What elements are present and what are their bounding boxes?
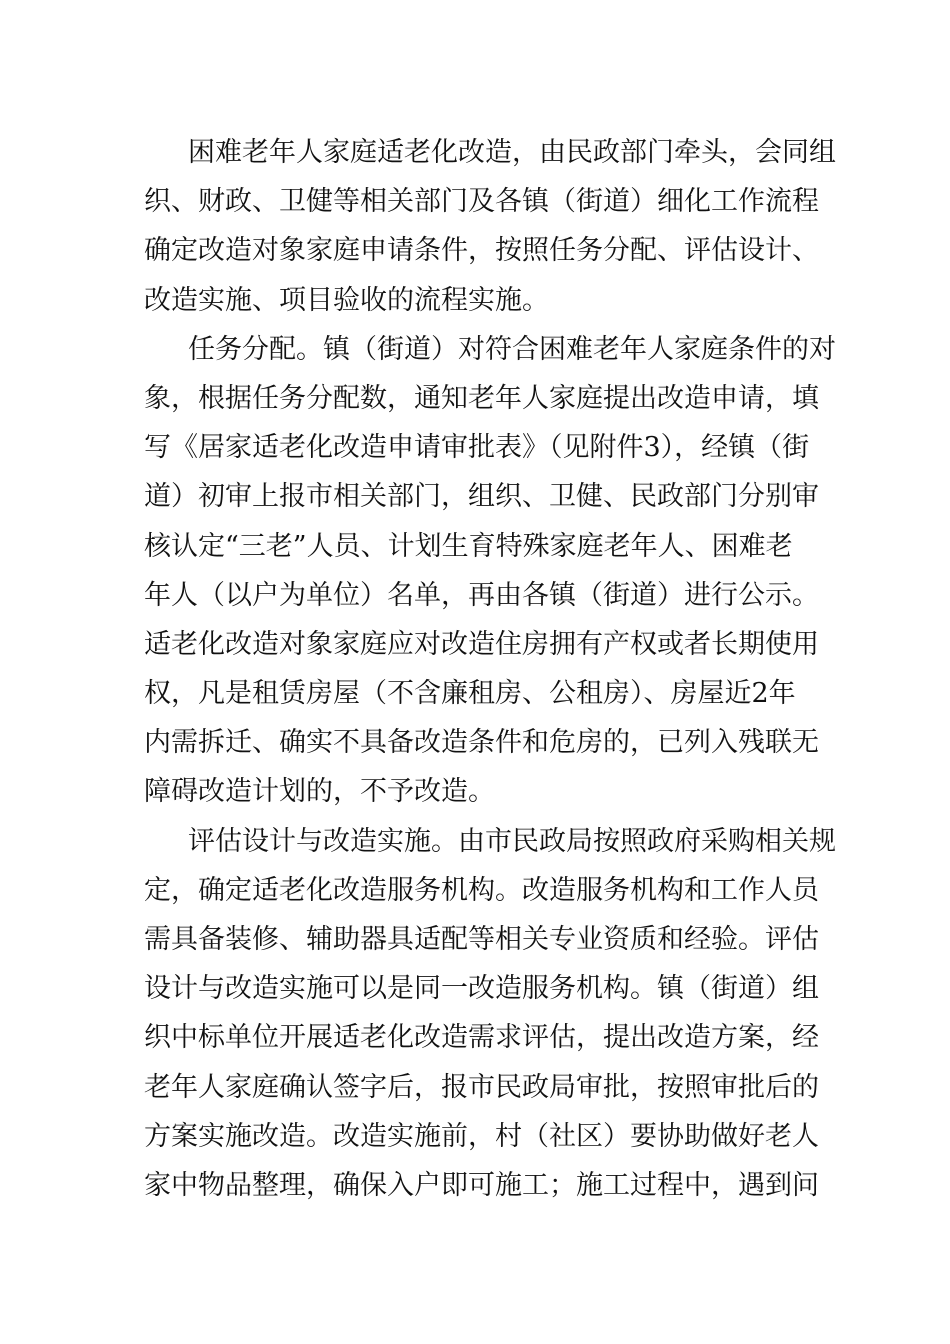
paragraph-2-line-5: 核认定“三老”人员、计划生育特殊家庭老年人、困难老 [144, 530, 793, 562]
paragraph-2-line-8: 权，凡是租赁房屋（不含廉租房、公租房）、房屋近2年 [144, 678, 796, 710]
paragraph-3-line-7: 方案实施改造。改造实施前，村（社区）要协助做好老人 [144, 1120, 819, 1152]
paragraph-1-line-2: 织、财政、卫健等相关部门及各镇（街道）细化工作流程 [144, 186, 819, 218]
paragraph-2-line-7: 适老化改造对象家庭应对改造住房拥有产权或者长期使用 [144, 628, 819, 660]
paragraph-3-line-1: 评估设计与改造实施。由市民政局按照政府采购相关规 [188, 825, 836, 857]
paragraph-1-line-1: 困难老年人家庭适老化改造，由民政部门牵头，会同组 [188, 137, 836, 168]
paragraph-1-line-3: 确定改造对象家庭申请条件，按照任务分配、评估设计、 [144, 235, 819, 267]
paragraph-3-line-5: 织中标单位开展适老化改造需求评估，提出改造方案，经 [144, 1022, 819, 1054]
paragraph-2-line-1: 任务分配。镇（街道）对符合困难老年人家庭条件的对 [188, 333, 836, 365]
paragraph-2-line-9: 内需拆迁、确实不具备改造条件和危房的，已列入残联无 [144, 727, 819, 759]
paragraph-3-line-4: 设计与改造实施可以是同一改造服务机构。镇（街道）组 [144, 973, 819, 1005]
paragraph-2-line-10: 障碍改造计划的，不予改造。 [144, 776, 495, 808]
paragraph-3-line-6: 老年人家庭确认签字后，报市民政局审批，按照审批后的 [144, 1071, 819, 1103]
paragraph-3-line-3: 需具备装修、辅助器具适配等相关专业资质和经验。评估 [144, 924, 819, 955]
paragraph-2-line-6: 年人（以户为单位）名单，再由各镇（街道）进行公示。 [144, 579, 819, 611]
paragraph-2-line-3: 写《居家适老化改造申请审批表》（见附件3），经镇（街 [144, 432, 810, 464]
paragraph-2-line-4: 道）初审上报市相关部门，组织、卫健、民政部门分别审 [144, 481, 819, 513]
paragraph-3-line-2: 定，确定适老化改造服务机构。改造服务机构和工作人员 [144, 874, 819, 906]
paragraph-1-line-4: 改造实施、项目验收的流程实施。 [144, 284, 549, 316]
document-body [144, 128, 836, 1210]
paragraph-2-line-2: 象，根据任务分配数，通知老年人家庭提出改造申请，填 [144, 382, 819, 414]
paragraph-3-line-8: 家中物品整理，确保入户即可施工；施工过程中，遇到问 [144, 1169, 819, 1201]
